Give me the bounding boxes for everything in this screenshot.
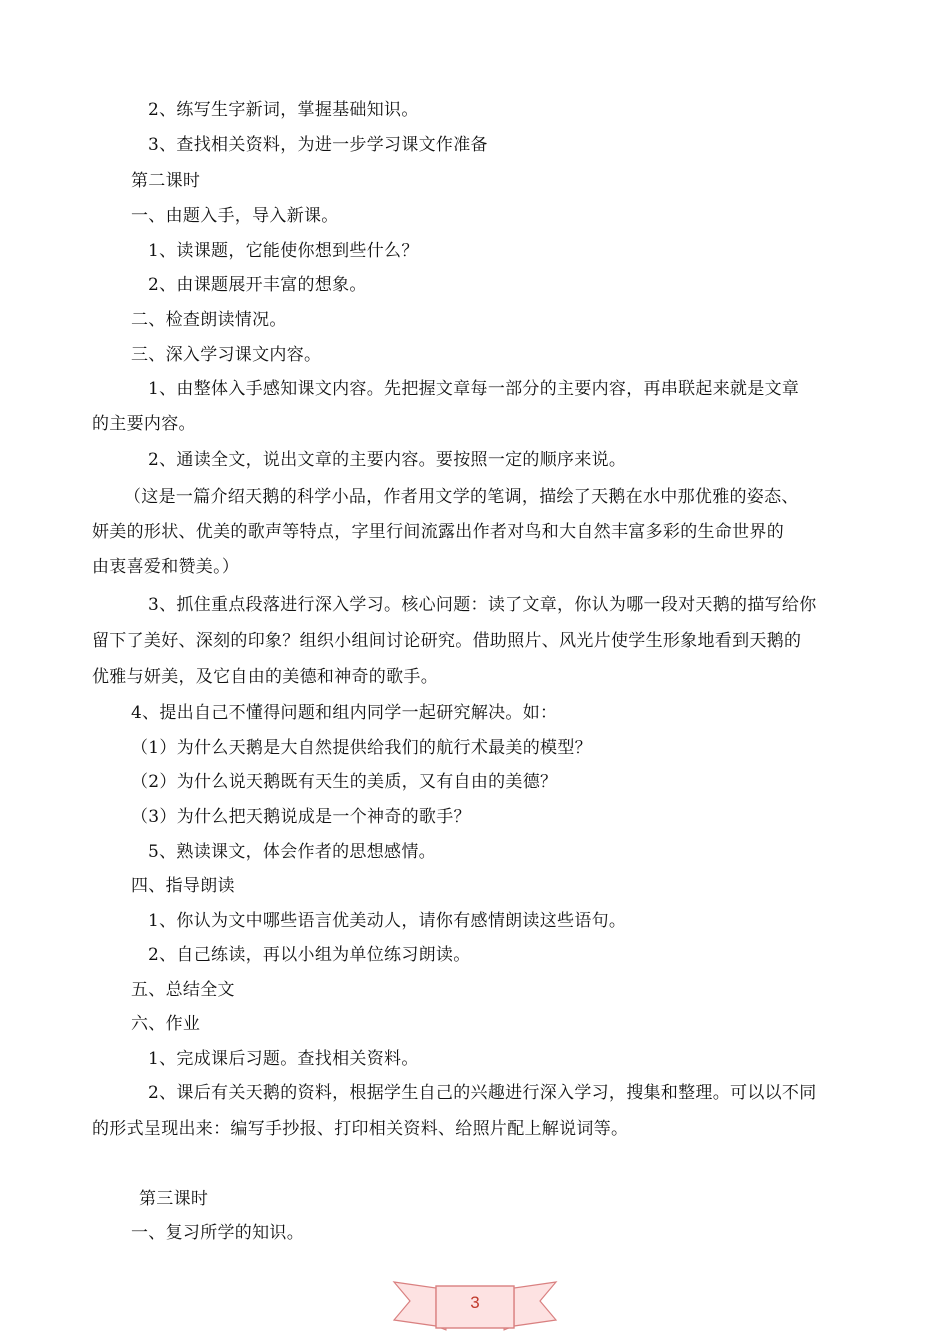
text-line: 2、练写生字新词，掌握基础知识。 — [148, 100, 419, 120]
text-line: 一、由题入手，导入新课。 — [131, 206, 339, 226]
text-line: 1、完成课后习题。查找相关资料。 — [148, 1049, 419, 1069]
text-line: 2、通读全文，说出文章的主要内容。要按照一定的顺序来说。 — [148, 450, 627, 470]
text-line: 1、读课题，它能使你想到些什么？ — [148, 241, 419, 261]
text-line: 5、熟读课文，体会作者的思想感情。 — [148, 842, 436, 862]
text-line: 二、检查朗读情况。 — [131, 310, 287, 330]
page-number: 3 — [470, 1293, 480, 1312]
text-line: 3、抓住重点段落进行深入学习。核心问题：读了文章，你认为哪一段对天鹅的描写给你 — [148, 595, 817, 615]
text-line: 留下了美好、深刻的印象？组织小组间讨论研究。借助照片、风光片使学生形象地看到天鹅的 — [92, 631, 802, 651]
text-line: 的主要内容。 — [92, 414, 196, 434]
text-line: 的形式呈现出来：编写手抄报、打印相关资料、给照片配上解说词等。 — [92, 1119, 629, 1139]
text-line: 四、指导朗读 — [131, 876, 235, 896]
text-line: 三、深入学习课文内容。 — [131, 345, 322, 365]
text-line: 妍美的形状、优美的歌声等特点，字里行间流露出作者对鸟和大自然丰富多彩的生命世界的 — [92, 522, 784, 542]
text-line: 一、复习所学的知识。 — [131, 1223, 304, 1243]
text-line: 2、由课题展开丰富的想象。 — [148, 275, 367, 295]
text-line: （这是一篇介绍天鹅的科学小品，作者用文学的笔调，描绘了天鹅在水中那优雅的姿态、 — [124, 487, 799, 507]
section-heading: 第三课时 — [139, 1189, 209, 1209]
text-line: 3、查找相关资料，为进一步学习课文作准备 — [148, 135, 488, 155]
section-heading: 第二课时 — [131, 171, 201, 191]
text-line: （3）为什么把天鹅说成是一个神奇的歌手？ — [131, 807, 471, 827]
text-line: 1、你认为文中哪些语言优美动人，请你有感情朗读这些语句。 — [148, 911, 627, 931]
text-line: 2、自己练读，再以小组为单位练习朗读。 — [148, 945, 471, 965]
text-line: 4、提出自己不懂得问题和组内同学一起研究解决。如： — [131, 703, 558, 723]
text-line: 2、课后有关天鹅的资料，根据学生自己的兴趣进行深入学习，搜集和整理。可以以不同 — [148, 1083, 817, 1103]
text-line: 1、由整体入手感知课文内容。先把握文章每一部分的主要内容，再串联起来就是文章 — [148, 379, 800, 399]
text-line: （1）为什么天鹅是大自然提供给我们的航行术最美的模型？ — [131, 738, 592, 758]
text-line: 由衷喜爱和赞美。） — [92, 557, 240, 577]
text-line: 六、作业 — [131, 1014, 201, 1034]
text-line: 优雅与妍美，及它自由的美德和神奇的歌手。 — [92, 667, 438, 687]
text-line: （2）为什么说天鹅既有天生的美质，又有自由的美德？ — [131, 772, 558, 792]
page-number-badge — [392, 1274, 558, 1338]
text-line: 五、总结全文 — [131, 980, 235, 1000]
